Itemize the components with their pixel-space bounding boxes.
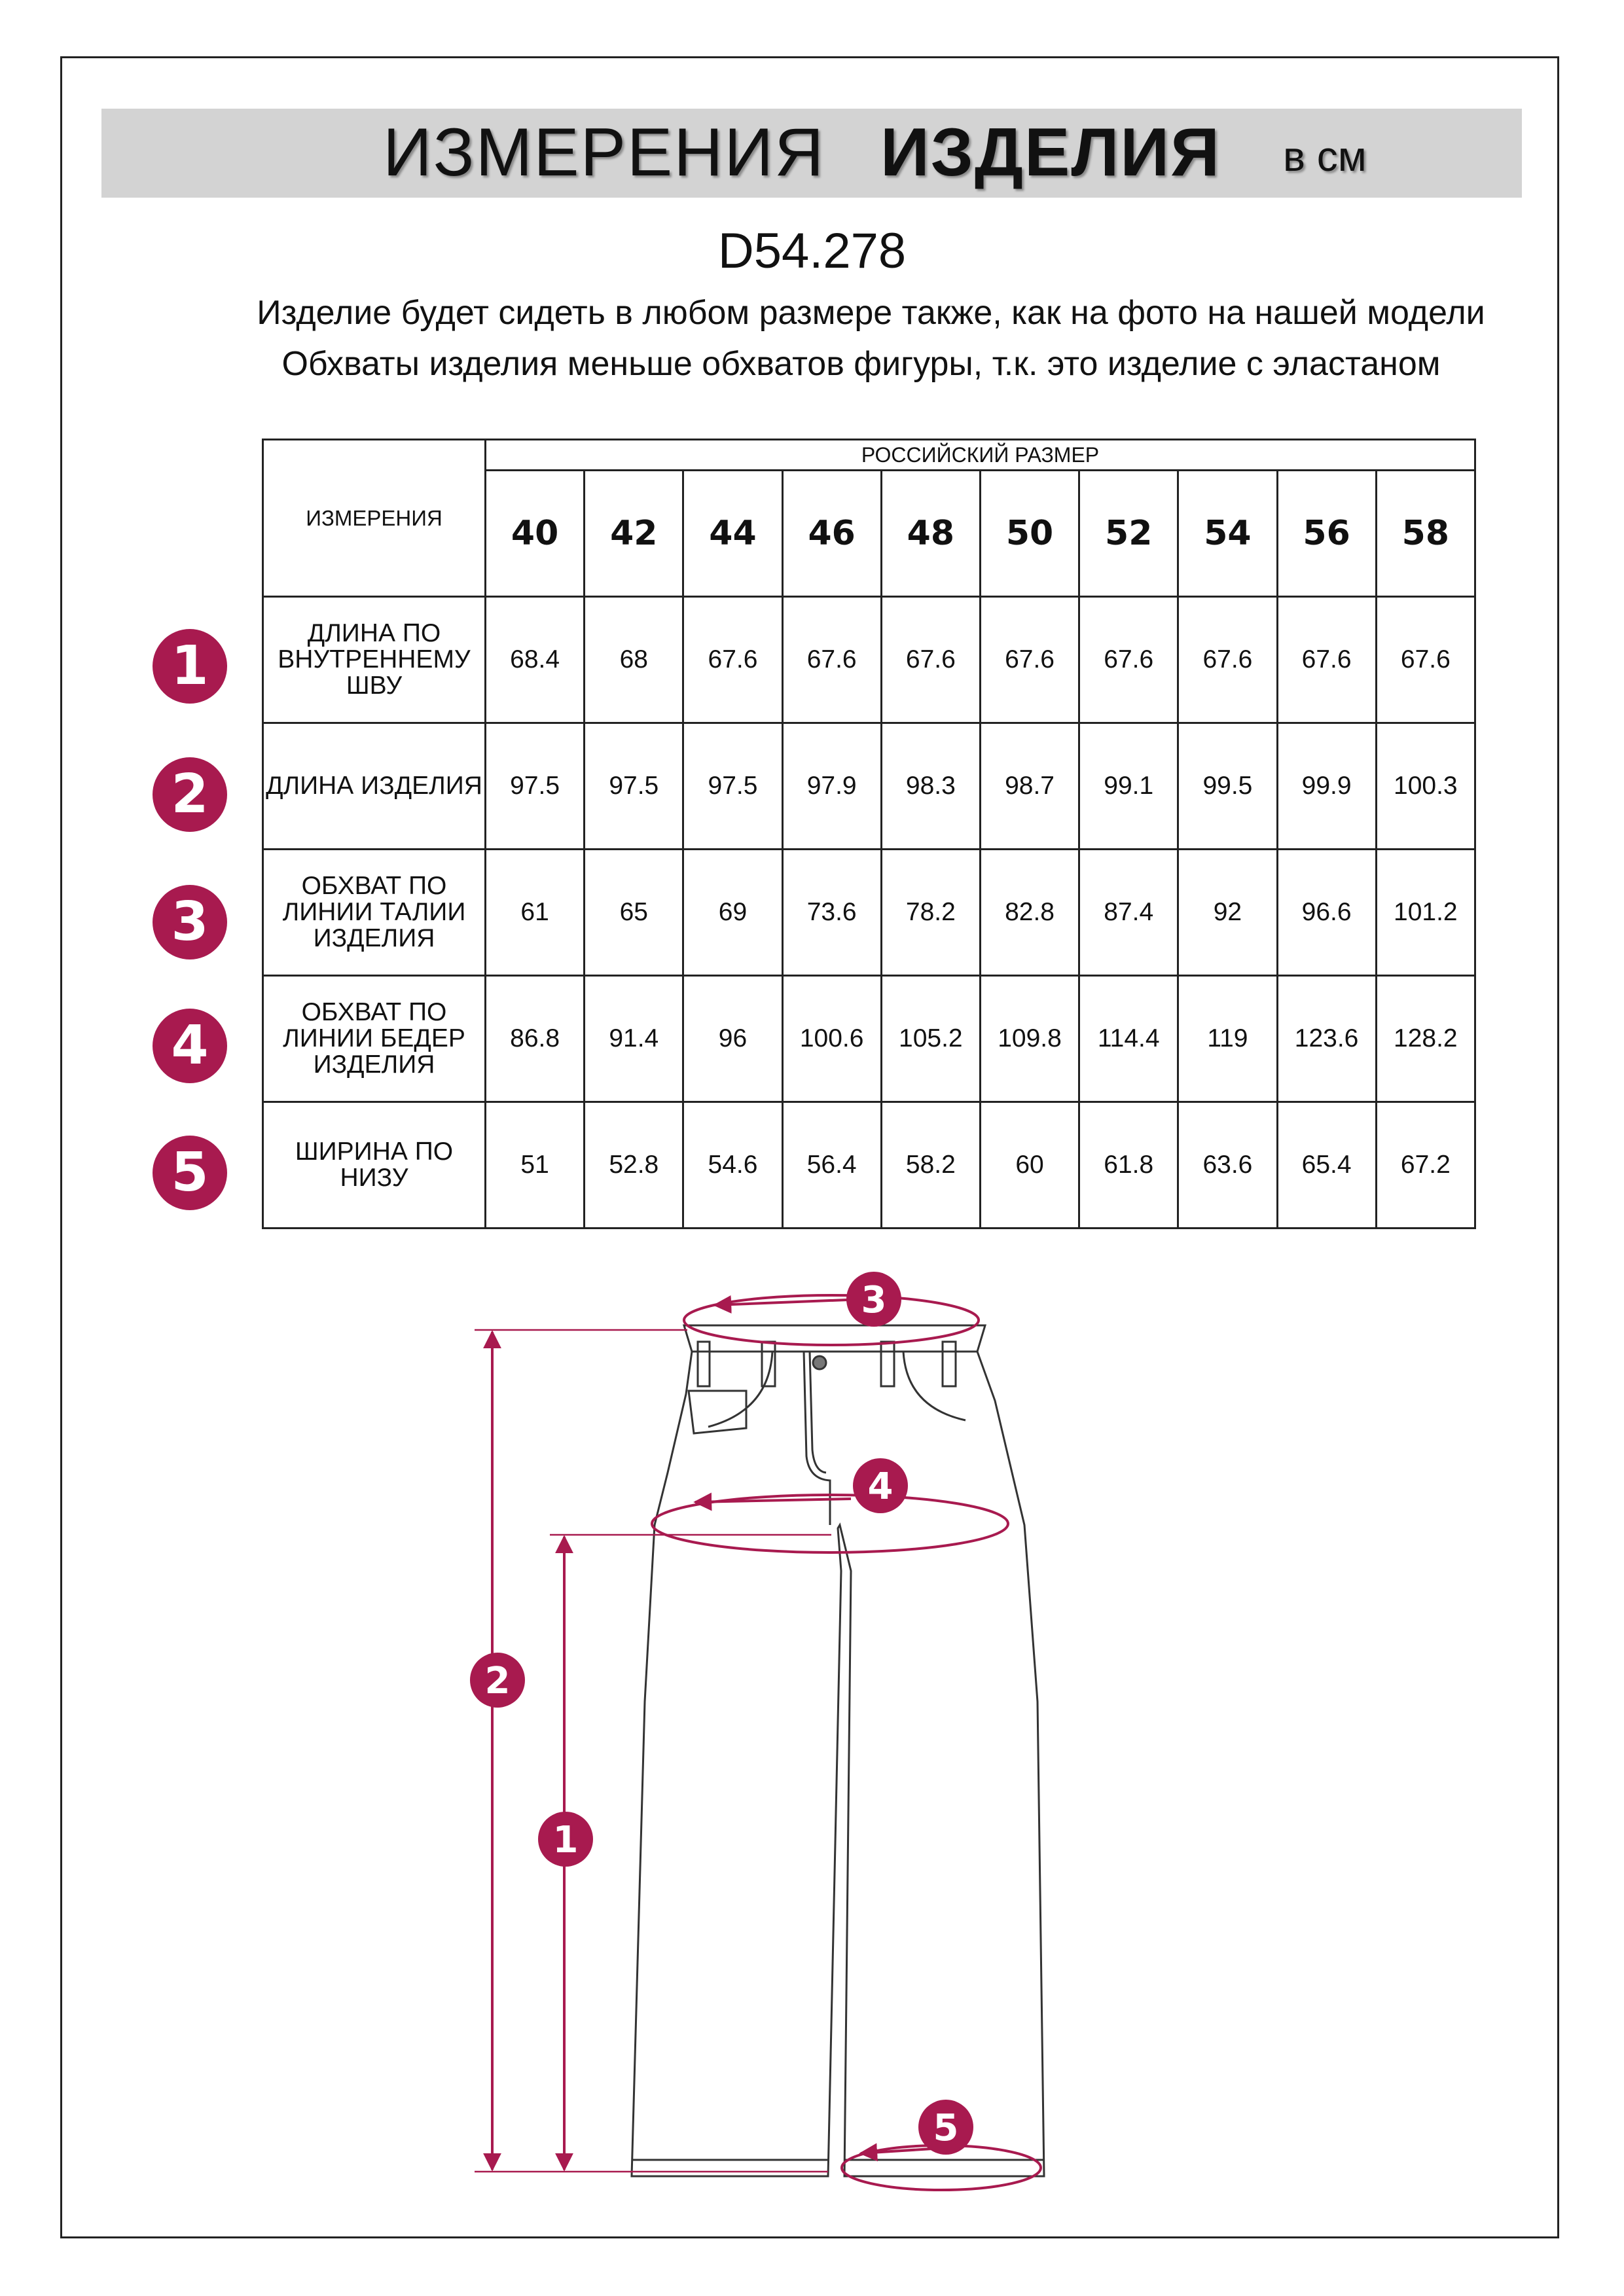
size-48: 48: [881, 471, 980, 597]
value-cell: 60: [980, 1102, 1079, 1229]
value-cell: 97.5: [486, 723, 585, 850]
value-cell: 101.2: [1376, 850, 1475, 976]
value-cell: 67.6: [980, 597, 1079, 723]
value-cell: 56.4: [782, 1102, 881, 1229]
value-cell: 97.9: [782, 723, 881, 850]
value-cell: 97.5: [683, 723, 782, 850]
value-cell: 119: [1178, 976, 1277, 1102]
size-42: 42: [585, 471, 683, 597]
diagram-marker-3: [846, 1272, 901, 1327]
value-cell: 67.6: [1079, 597, 1178, 723]
row-marker-1: 1: [153, 629, 227, 704]
value-cell: 128.2: [1376, 976, 1475, 1102]
size-56: 56: [1277, 471, 1376, 597]
value-cell: 109.8: [980, 976, 1079, 1102]
value-cell: 67.6: [881, 597, 980, 723]
value-cell: 98.7: [980, 723, 1079, 850]
size-58: 58: [1376, 471, 1475, 597]
value-cell: 67.6: [1376, 597, 1475, 723]
size-46: 46: [782, 471, 881, 597]
value-cell: 91.4: [585, 976, 683, 1102]
value-cell: 96.6: [1277, 850, 1376, 976]
value-cell: 86.8: [486, 976, 585, 1102]
size-44: 44: [683, 471, 782, 597]
size-40: 40: [486, 471, 585, 597]
size-54: 54: [1178, 471, 1277, 597]
row-marker-2: 2: [153, 757, 227, 832]
size-52: 52: [1079, 471, 1178, 597]
value-cell: 58.2: [881, 1102, 980, 1229]
value-cell: 51: [486, 1102, 585, 1229]
value-cell: 73.6: [782, 850, 881, 976]
value-cell: 97.5: [585, 723, 683, 850]
value-cell: 61.8: [1079, 1102, 1178, 1229]
measurement-lines: [475, 1295, 1041, 2190]
value-cell: 52.8: [585, 1102, 683, 1229]
value-cell: 65.4: [1277, 1102, 1376, 1229]
title-part-1: ИЗМЕРЕНИЯ: [383, 115, 825, 190]
value-cell: 96: [683, 976, 782, 1102]
value-cell: 123.6: [1277, 976, 1376, 1102]
svg-text:2: 2: [484, 1660, 511, 1702]
value-cell: 99.9: [1277, 723, 1376, 850]
fit-note: Изделие будет сидеть в любом размере также, как на фото на нашей модели: [257, 294, 1485, 332]
value-cell: 99.1: [1079, 723, 1178, 850]
diagram-marker-2: [470, 1653, 525, 1708]
value-cell: 54.6: [683, 1102, 782, 1229]
title-part-2: ИЗДЕЛИЯ: [880, 115, 1221, 190]
unit-label: в см: [1283, 133, 1367, 180]
elastane-note: Обхваты изделия меньше обхватов фигуры, т.к. это изделие с эластаном: [281, 345, 1441, 383]
value-cell: 63.6: [1178, 1102, 1277, 1229]
value-cell: 100.3: [1376, 723, 1475, 850]
value-cell: 100.6: [782, 976, 881, 1102]
row-marker-4: 4: [153, 1009, 227, 1083]
value-cell: 67.6: [782, 597, 881, 723]
value-cell: 67.6: [683, 597, 782, 723]
row-label: ОБХВАТ ПО ЛИНИИ БЕДЕР ИЗДЕЛИЯ: [263, 976, 486, 1102]
value-cell: 114.4: [1079, 976, 1178, 1102]
size-50: 50: [980, 471, 1079, 597]
russian-size-header: РОССИЙСКИЙ РАЗМЕР: [486, 440, 1475, 471]
diagram-marker-4: [853, 1458, 908, 1513]
pants-outline: [632, 1325, 1044, 2176]
value-cell: 67.6: [1277, 597, 1376, 723]
svg-text:1: 1: [552, 1819, 579, 1861]
value-cell: 98.3: [881, 723, 980, 850]
svg-text:3: 3: [861, 1279, 887, 1321]
value-cell: 65: [585, 850, 683, 976]
value-cell: 87.4: [1079, 850, 1178, 976]
value-cell: 68.4: [486, 597, 585, 723]
row-label: ШИРИНА ПО НИЗУ: [263, 1102, 486, 1229]
diagram-marker-5: [918, 2100, 973, 2155]
article-number: D54.278: [717, 223, 907, 279]
value-cell: 67.6: [1178, 597, 1277, 723]
svg-text:5: 5: [933, 2107, 959, 2149]
diagram-marker-1: [538, 1812, 593, 1867]
value-cell: 82.8: [980, 850, 1079, 976]
value-cell: 92: [1178, 850, 1277, 976]
row-label: ОБХВАТ ПО ЛИНИИ ТАЛИИ ИЗДЕЛИЯ: [263, 850, 486, 976]
value-cell: 68: [585, 597, 683, 723]
value-cell: 67.2: [1376, 1102, 1475, 1229]
row-marker-5: 5: [153, 1136, 227, 1210]
svg-text:4: 4: [867, 1465, 893, 1508]
value-cell: 78.2: [881, 850, 980, 976]
measurements-header: ИЗМЕРЕНИЯ: [263, 440, 486, 597]
row-label: ДЛИНА ИЗДЕЛИЯ: [263, 723, 486, 850]
value-cell: 99.5: [1178, 723, 1277, 850]
diagram-markers: [470, 1272, 973, 2155]
row-marker-3: 3: [153, 885, 227, 960]
value-cell: 105.2: [881, 976, 980, 1102]
value-cell: 69: [683, 850, 782, 976]
row-label: ДЛИНА ПО ВНУТРЕННЕМУ ШВУ: [263, 597, 486, 723]
value-cell: 61: [486, 850, 585, 976]
